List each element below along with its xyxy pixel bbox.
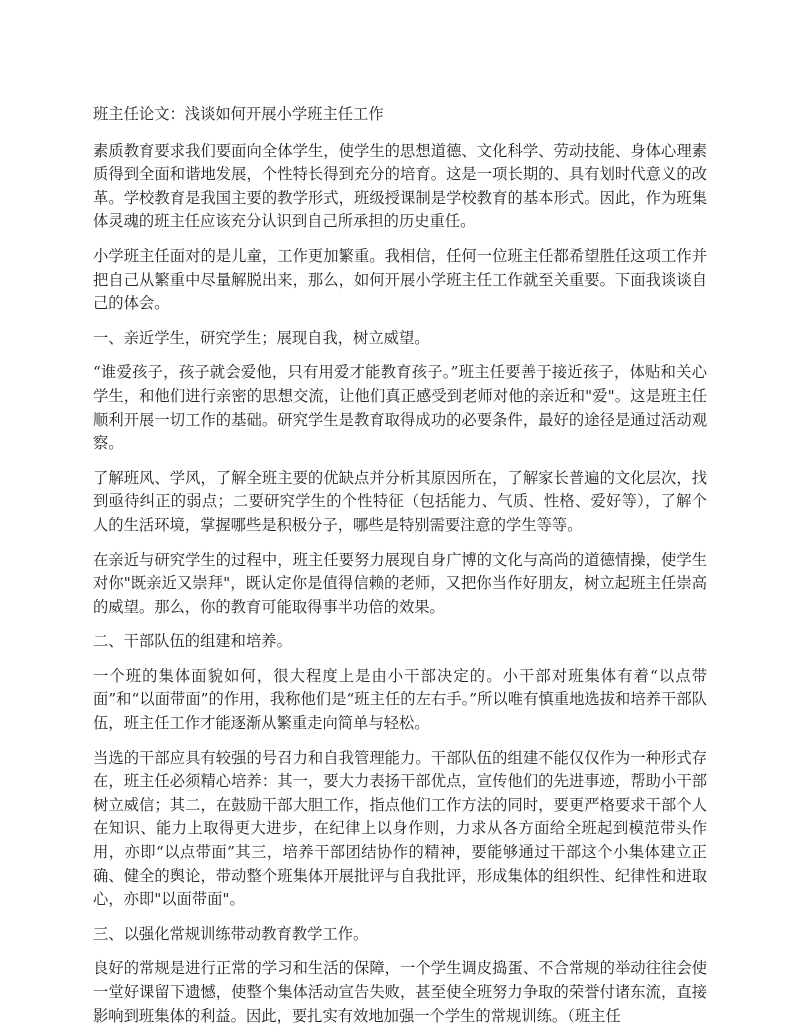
paragraph-intro: 素质教育要求我们要面向全体学生，使学生的思想道德、文化科学、劳动技能、身体心理素质得到全面和谐地发展，个性特长得到充分的培育。这是一项长期的、具有划时代意义的改革。学校教育是我国主要的教学形式，班级授课制是学校教育的基本形式。因此，作为班集体灵魂的班主任应该充分认识到自己所承担的历史重任。 (93, 141, 707, 231)
paragraph-children: 小学班主任面对的是儿童，工作更加繁重。我相信，任何一位班主任都希望胜任这项工作并把自己从繁重中尽量解脱出来，那么，如何开展小学班主任工作就至关重要。下面我谈谈自己的体会。 (93, 246, 707, 313)
paragraph-love: “谁爱孩子，孩子就会爱他，只有用爱才能教育孩子。”班主任要善于接近孩子，体贴和关心学生，和他们进行亲密的思想交流，让他们真正感受到老师对他的亲近和"爱"。这是班主任顺利开展一切工作的基础。研究学生是教育取得成功的必要条件，最好的途径是通过活动观察。 (93, 363, 707, 453)
document-title: 班主任论文：浅谈如何开展小学班主任工作 (93, 105, 384, 123)
paragraph-cadres: 一个班的集体面貌如何，很大程度上是由小干部决定的。小干部对班集体有着“以点带面”和“以面带面”的作用，我称他们是“班主任的左右手。”所以唯有慎重地选拔和培养干部队伍，班主任工作才能逐渐从繁重走向简单与轻松。 (93, 666, 707, 733)
section-heading-2: 二、干部队伍的组建和培养。 (93, 632, 292, 651)
section-heading-1: 一、亲近学生，研究学生；展现自我，树立威望。 (93, 328, 430, 347)
paragraph-routine: 良好的常规是进行正常的学习和生活的保障，一个学生调皮捣蛋、不合常规的举动往往会使一堂好课留下遗憾，使整个集体活动宣告失败，甚至使全班努力争取的荣誉付诸东流，直接影响到班集体的利益。因此，要扎实有效地加强一个学生的常规训练。（班主任 (93, 959, 707, 1025)
paragraph-prestige: 在亲近与研究学生的过程中，班主任要努力展现自身广博的文化与高尚的道德情操，使学生对你"既亲近又崇拜"，既认定你是值得信赖的老师，又把你当作好朋友，树立起班主任崇高的威望。那么，你的教育可能取得事半功倍的效果。 (93, 550, 707, 616)
paragraph-understand: 了解班风、学风，了解全班主要的优缺点并分析其原因所在，了解家长普遍的文化层次，找到亟待纠正的弱点；二要研究学生的个性特征（包括能力、气质、性格、爱好等），了解个人的生活环境，掌握哪些是积极分子，哪些是特别需要注意的学生等等。 (93, 468, 707, 534)
document-page (93, 103, 707, 1028)
paragraph-cadre-training: 当选的干部应具有较强的号召力和自我管理能力。干部队伍的组建不能仅仅作为一种形式存在，班主任必须精心培养：其一，要大力表扬干部优点，宣传他们的先进事迹，帮助小干部树立威信；其二，在鼓励干部大胆工作，指点他们工作方法的同时，要更严格要求干部个人在知识、能力上取得更大进步，在纪律上以身作则，力求从各方面给全班起到模范带头作用，亦即“以点带面”其三，培养干部团结协作的精神，要能够通过干部这个小集体建立正确、健全的舆论，带动整个班集体开展批评与自我批评，形成集体的组织性、纪律性和进取心，亦即"以面带面"。 (93, 748, 707, 909)
section-heading-3: 三、以强化常规训练带动教育教学工作。 (93, 924, 369, 943)
